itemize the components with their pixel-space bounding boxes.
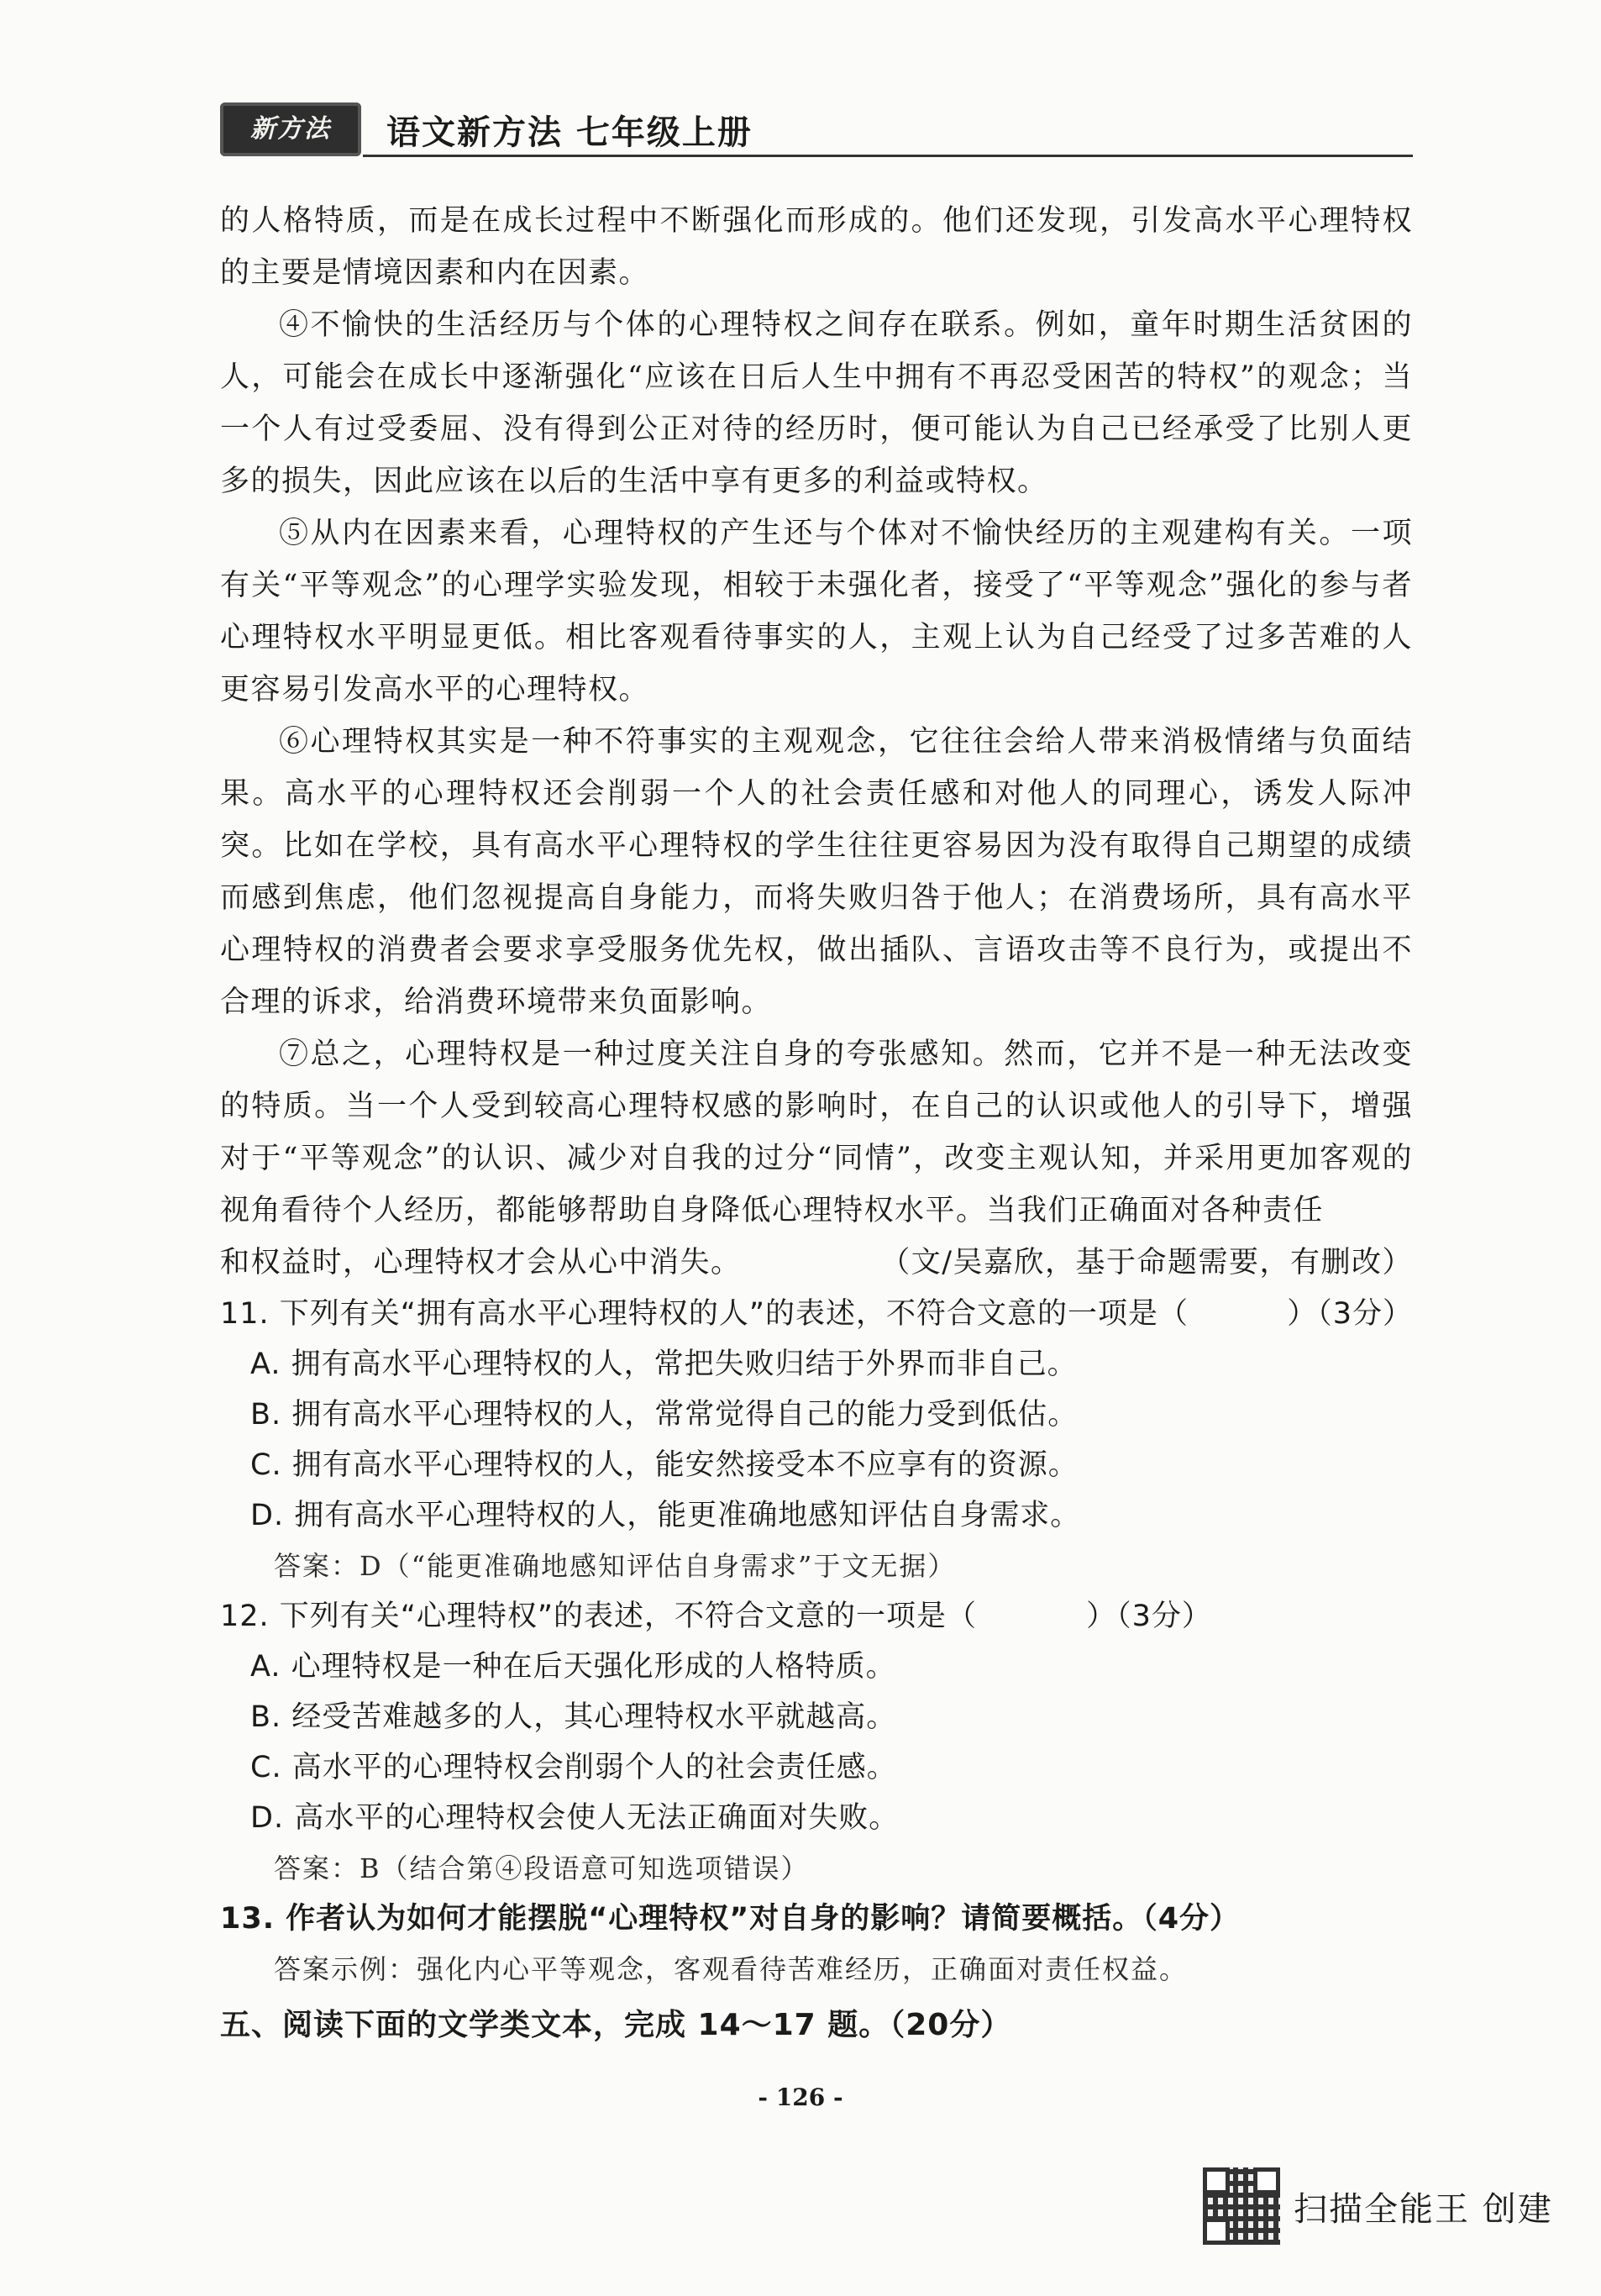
page-header (220, 99, 1413, 165)
question-11-stem: 11. 下列有关“拥有高水平心理特权的人”的表述，不符合文意的一项是（ (220, 1297, 1189, 1331)
logo-text: 新方法 (250, 114, 331, 144)
question-11 (220, 1289, 1413, 1339)
question-12-option-c: C. 高水平的心理特权会削弱个人的社会责任感。 (250, 1751, 897, 1784)
paragraph-continued: 的人格特质，而是在成长过程中不断强化而形成的。他们还发现，引发高水平心理特权的主要是情境因素和内在因素。 (220, 204, 1413, 290)
question-11-option-b: B. 拥有高水平心理特权的人，常常觉得自己的能力受到低估。 (250, 1398, 1079, 1432)
question-11-score: ）（3分） (1287, 1297, 1413, 1331)
source-note: （文/吴嘉欣，基于命题需要，有删改） (880, 1246, 1413, 1279)
question-13-stem: 13. 作者认为如何才能摆脱“心理特权”对自身的影响？请简要概括。（4分） (220, 1902, 1241, 1936)
scanner-text: 扫描全能王 创建 (1294, 2190, 1553, 2229)
header-divider (363, 155, 1413, 157)
book-title: 语文新方法 七年级上册 (386, 113, 753, 152)
question-13-answer: 答案示例：强化内心平等观念，客观看待苦难经历，正确面对责任权益。 (274, 1953, 1189, 1985)
question-12-option-d: D. 高水平的心理特权会使人无法正确面对失败。 (250, 1801, 900, 1835)
qr-corner-icon (1253, 2167, 1280, 2194)
question-11-option-d: D. 拥有高水平心理特权的人，能更准确地感知评估自身需求。 (250, 1499, 1081, 1532)
page-number: - 126 - (758, 2083, 843, 2111)
question-12-option-b: B. 经受苦难越多的人，其心理特权水平就越高。 (250, 1700, 897, 1734)
paragraph-7: ⑦总之，心理特权是一种过度关注自身的夸张感知。然而，它并不是一种无法改变的特质。当一个人受到较高心理特权感的影响时，在自己的认识或他人的引导下，增强对于“平等观念”的认识、减少对自我的过分“同情”，改变主观认知，并采用更加客观的视角看待个人经历，都能够帮助自身降低心理特权水平。当我们正确面对各种责任 (220, 1038, 1413, 1227)
question-12-score: ）（3分） (1086, 1600, 1212, 1633)
question-12-stem: 12. 下列有关“心理特权”的表述，不符合文意的一项是（ (220, 1600, 978, 1633)
qr-code-icon (1203, 2167, 1280, 2245)
question-11-answer: 答案：D（“能更准确地感知评估自身需求”于文无据） (274, 1550, 957, 1582)
question-11-option-a: A. 拥有高水平心理特权的人，常把失败归结于外界而非自己。 (250, 1348, 1078, 1381)
paragraph-4: ④不愉快的生活经历与个体的心理特权之间存在联系。例如，童年时期生活贫困的人，可能会在成长中逐渐强化“应该在日后人生中拥有不再忍受困苦的特权”的观念；当一个人有过受委屈、没有得到公正对待的经历时，便可能认为自己已经承受了比别人更多的损失，因此应该在以后的生活中享有更多的利益或特权。 (220, 308, 1413, 498)
question-12-option-a: A. 心理特权是一种在后天强化形成的人格特质。 (250, 1650, 896, 1684)
paragraph-6: ⑥心理特权其实是一种不符事实的主观观念，它往往会给人带来消极情绪与负面结果。高水平的心理特权还会削弱一个人的社会责任感和对他人的同理心，诱发人际冲突。比如在学校，具有高水平心理特权的学生往往更容易因为没有取得自己期望的成绩而感到焦虑，他们忽视提高自身能力，而将失败归咎于他人；在消费场所，具有高水平心理特权的消费者会要求享受服务优先权，做出插队、言语攻击等不良行为，或提出不合理的诉求，给消费环境带来负面影响。 (220, 725, 1413, 1019)
scanner-watermark (1203, 2167, 1564, 2245)
paragraph-7-last-line: 和权益时，心理特权才会从心中消失。 (220, 1246, 742, 1279)
qr-corner-icon (1203, 2167, 1230, 2194)
qr-corner-icon (1203, 2218, 1230, 2245)
page-content (220, 195, 1413, 2053)
paragraph-7-end (220, 1237, 1413, 1289)
book-logo (220, 102, 361, 156)
question-12-answer: 答案：B（结合第④段语意可知选项错误） (274, 1852, 810, 1884)
paragraph-5: ⑤从内在因素来看，心理特权的产生还与个体对不愉快经历的主观建构有关。一项有关“平等观念”的心理学实验发现，相较于未强化者，接受了“平等观念”强化的参与者心理特权水平明显更低。相比客观看待事实的人，主观上认为自己经受了过多苦难的人更容易引发高水平的心理特权。 (220, 517, 1413, 707)
question-12 (220, 1591, 1413, 1642)
section-5-heading: 五、阅读下面的文学类文本，完成 14～17 题。（20分） (220, 2008, 1012, 2042)
question-11-option-c: C. 拥有高水平心理特权的人，能安然接受本不应享有的资源。 (250, 1448, 1079, 1482)
